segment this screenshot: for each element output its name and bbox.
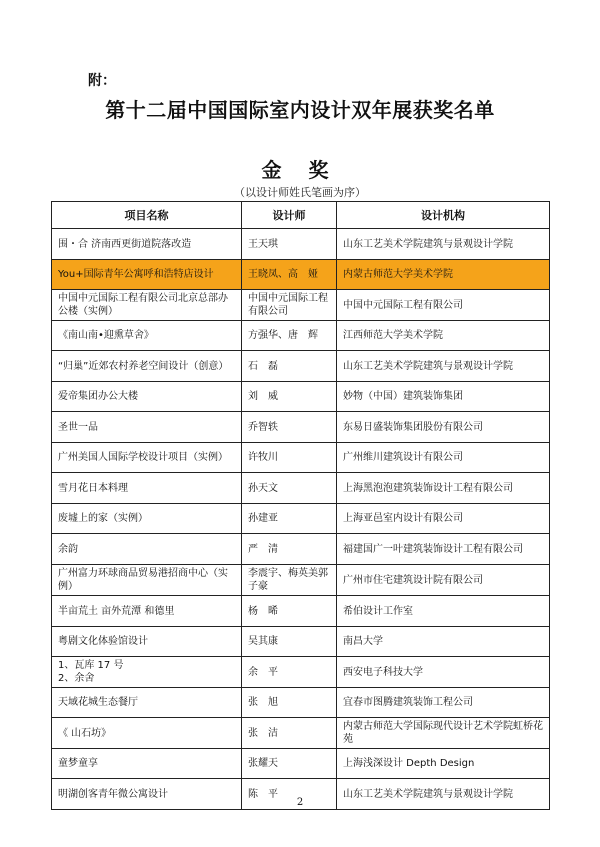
cell-designer: 乔智轶 xyxy=(242,412,337,443)
table-row xyxy=(52,473,550,504)
table-row xyxy=(52,321,550,351)
cell-designer: 孙天文 xyxy=(242,473,337,504)
table-row xyxy=(52,351,550,382)
cell-designer: 李震宇、梅英美郭子豪 xyxy=(242,565,337,596)
cell-organization: 上海浅深设计 Depth Design xyxy=(337,749,550,779)
cell-project: 童梦童享 xyxy=(52,749,242,779)
cell-project: 天域花城生态餐厅 xyxy=(52,688,242,718)
cell-designer: 严 清 xyxy=(242,534,337,565)
cell-designer: 王晓凤、高 娅 xyxy=(242,260,337,290)
cell-project: 广州富力环球商品贸易港招商中心（实例） xyxy=(52,565,242,596)
table-row xyxy=(52,749,550,779)
cell-organization: 山东工艺美术学院建筑与景观设计学院 xyxy=(337,229,550,260)
cell-designer: 刘 威 xyxy=(242,382,337,412)
cell-organization: 妙物（中国）建筑装饰集团 xyxy=(337,382,550,412)
table-row xyxy=(52,290,550,321)
table-row xyxy=(52,657,550,688)
table-row xyxy=(52,718,550,749)
cell-designer: 王天琪 xyxy=(242,229,337,260)
cell-designer: 张耀天 xyxy=(242,749,337,779)
table-row xyxy=(52,565,550,596)
cell-organization: 山东工艺美术学院建筑与景观设计学院 xyxy=(337,779,550,810)
table-row xyxy=(52,596,550,627)
table-row xyxy=(52,260,550,290)
table-body xyxy=(52,229,550,810)
table-row xyxy=(52,229,550,260)
cell-organization: 上海亚邑室内设计有限公司 xyxy=(337,504,550,534)
awards-table xyxy=(51,201,550,810)
annex-label: 附： xyxy=(88,73,116,89)
cell-organization: 江西师范大学美术学院 xyxy=(337,321,550,351)
cell-project: 中国中元国际工程有限公司北京总部办公楼（实例） xyxy=(52,290,242,321)
cell-organization: 广州市住宅建筑设计院有限公司 xyxy=(337,565,550,596)
cell-designer: 余 平 xyxy=(242,657,337,688)
table-row xyxy=(52,412,550,443)
column-header-designer: 设计师 xyxy=(242,202,337,229)
table-row xyxy=(52,688,550,718)
cell-organization: 宜春市图腾建筑装饰工程公司 xyxy=(337,688,550,718)
award-heading: 金 奖 xyxy=(261,158,339,182)
cell-project: “归巢”近郊农村养老空间设计（创意） xyxy=(52,351,242,382)
cell-project: 粤剧文化体验馆设计 xyxy=(52,627,242,657)
cell-project: 《 山石坊》 xyxy=(52,718,242,749)
cell-project: You+国际青年公寓呼和浩特店设计 xyxy=(52,260,242,290)
cell-organization: 山东工艺美术学院建筑与景观设计学院 xyxy=(337,351,550,382)
cell-project: 余韵 xyxy=(52,534,242,565)
cell-organization: 广州维川建筑设计有限公司 xyxy=(337,443,550,473)
page-number: 2 xyxy=(296,797,304,808)
cell-organization: 西安电子科技大学 xyxy=(337,657,550,688)
cell-project: 废墟上的家（实例） xyxy=(52,504,242,534)
ordering-note: （以设计师姓氏笔画为序） xyxy=(234,186,366,199)
table-header-row xyxy=(52,202,550,229)
cell-designer: 孙建亚 xyxy=(242,504,337,534)
cell-project: 1、瓦库 17 号 2、余舍 xyxy=(52,657,242,688)
cell-designer: 许牧川 xyxy=(242,443,337,473)
table-row xyxy=(52,382,550,412)
table-row xyxy=(52,534,550,565)
cell-project: 雪月花日本料理 xyxy=(52,473,242,504)
cell-designer: 石 磊 xyxy=(242,351,337,382)
cell-organization: 东易日盛装饰集团股份有限公司 xyxy=(337,412,550,443)
cell-organization: 南昌大学 xyxy=(337,627,550,657)
cell-organization: 内蒙古师范大学国际现代设计艺术学院虹桥花苑 xyxy=(337,718,550,749)
column-header-organization: 设计机构 xyxy=(337,202,550,229)
cell-project: 《南山南•迎熏草舍》 xyxy=(52,321,242,351)
cell-project: 围・合 济南西更街道院落改造 xyxy=(52,229,242,260)
cell-designer: 中国中元国际工程有限公司 xyxy=(242,290,337,321)
cell-organization: 内蒙古师范大学美术学院 xyxy=(337,260,550,290)
cell-designer: 陈 平 xyxy=(242,779,337,810)
cell-project: 明湖创客青年微公寓设计 xyxy=(52,779,242,810)
cell-organization: 福建国广一叶建筑装饰设计工程有限公司 xyxy=(337,534,550,565)
cell-organization: 中国中元国际工程有限公司 xyxy=(337,290,550,321)
cell-project: 爱帝集团办公大楼 xyxy=(52,382,242,412)
cell-designer: 方强华、唐 辉 xyxy=(242,321,337,351)
cell-organization: 上海黑泡泡建筑装饰设计工程有限公司 xyxy=(337,473,550,504)
table-row xyxy=(52,627,550,657)
cell-designer: 张 洁 xyxy=(242,718,337,749)
column-header-project: 项目名称 xyxy=(52,202,242,229)
cell-project: 半亩荒土 亩外荒潭 和德里 xyxy=(52,596,242,627)
table-row xyxy=(52,443,550,473)
cell-project: 圣世一品 xyxy=(52,412,242,443)
cell-project: 广州美国人国际学校设计项目（实例） xyxy=(52,443,242,473)
cell-organization: 希伯设计工作室 xyxy=(337,596,550,627)
cell-designer: 吴其康 xyxy=(242,627,337,657)
table-row xyxy=(52,504,550,534)
cell-designer: 张 旭 xyxy=(242,688,337,718)
cell-designer: 杨 晞 xyxy=(242,596,337,627)
document-title: 第十二届中国国际室内设计双年展获奖名单 xyxy=(105,98,495,122)
